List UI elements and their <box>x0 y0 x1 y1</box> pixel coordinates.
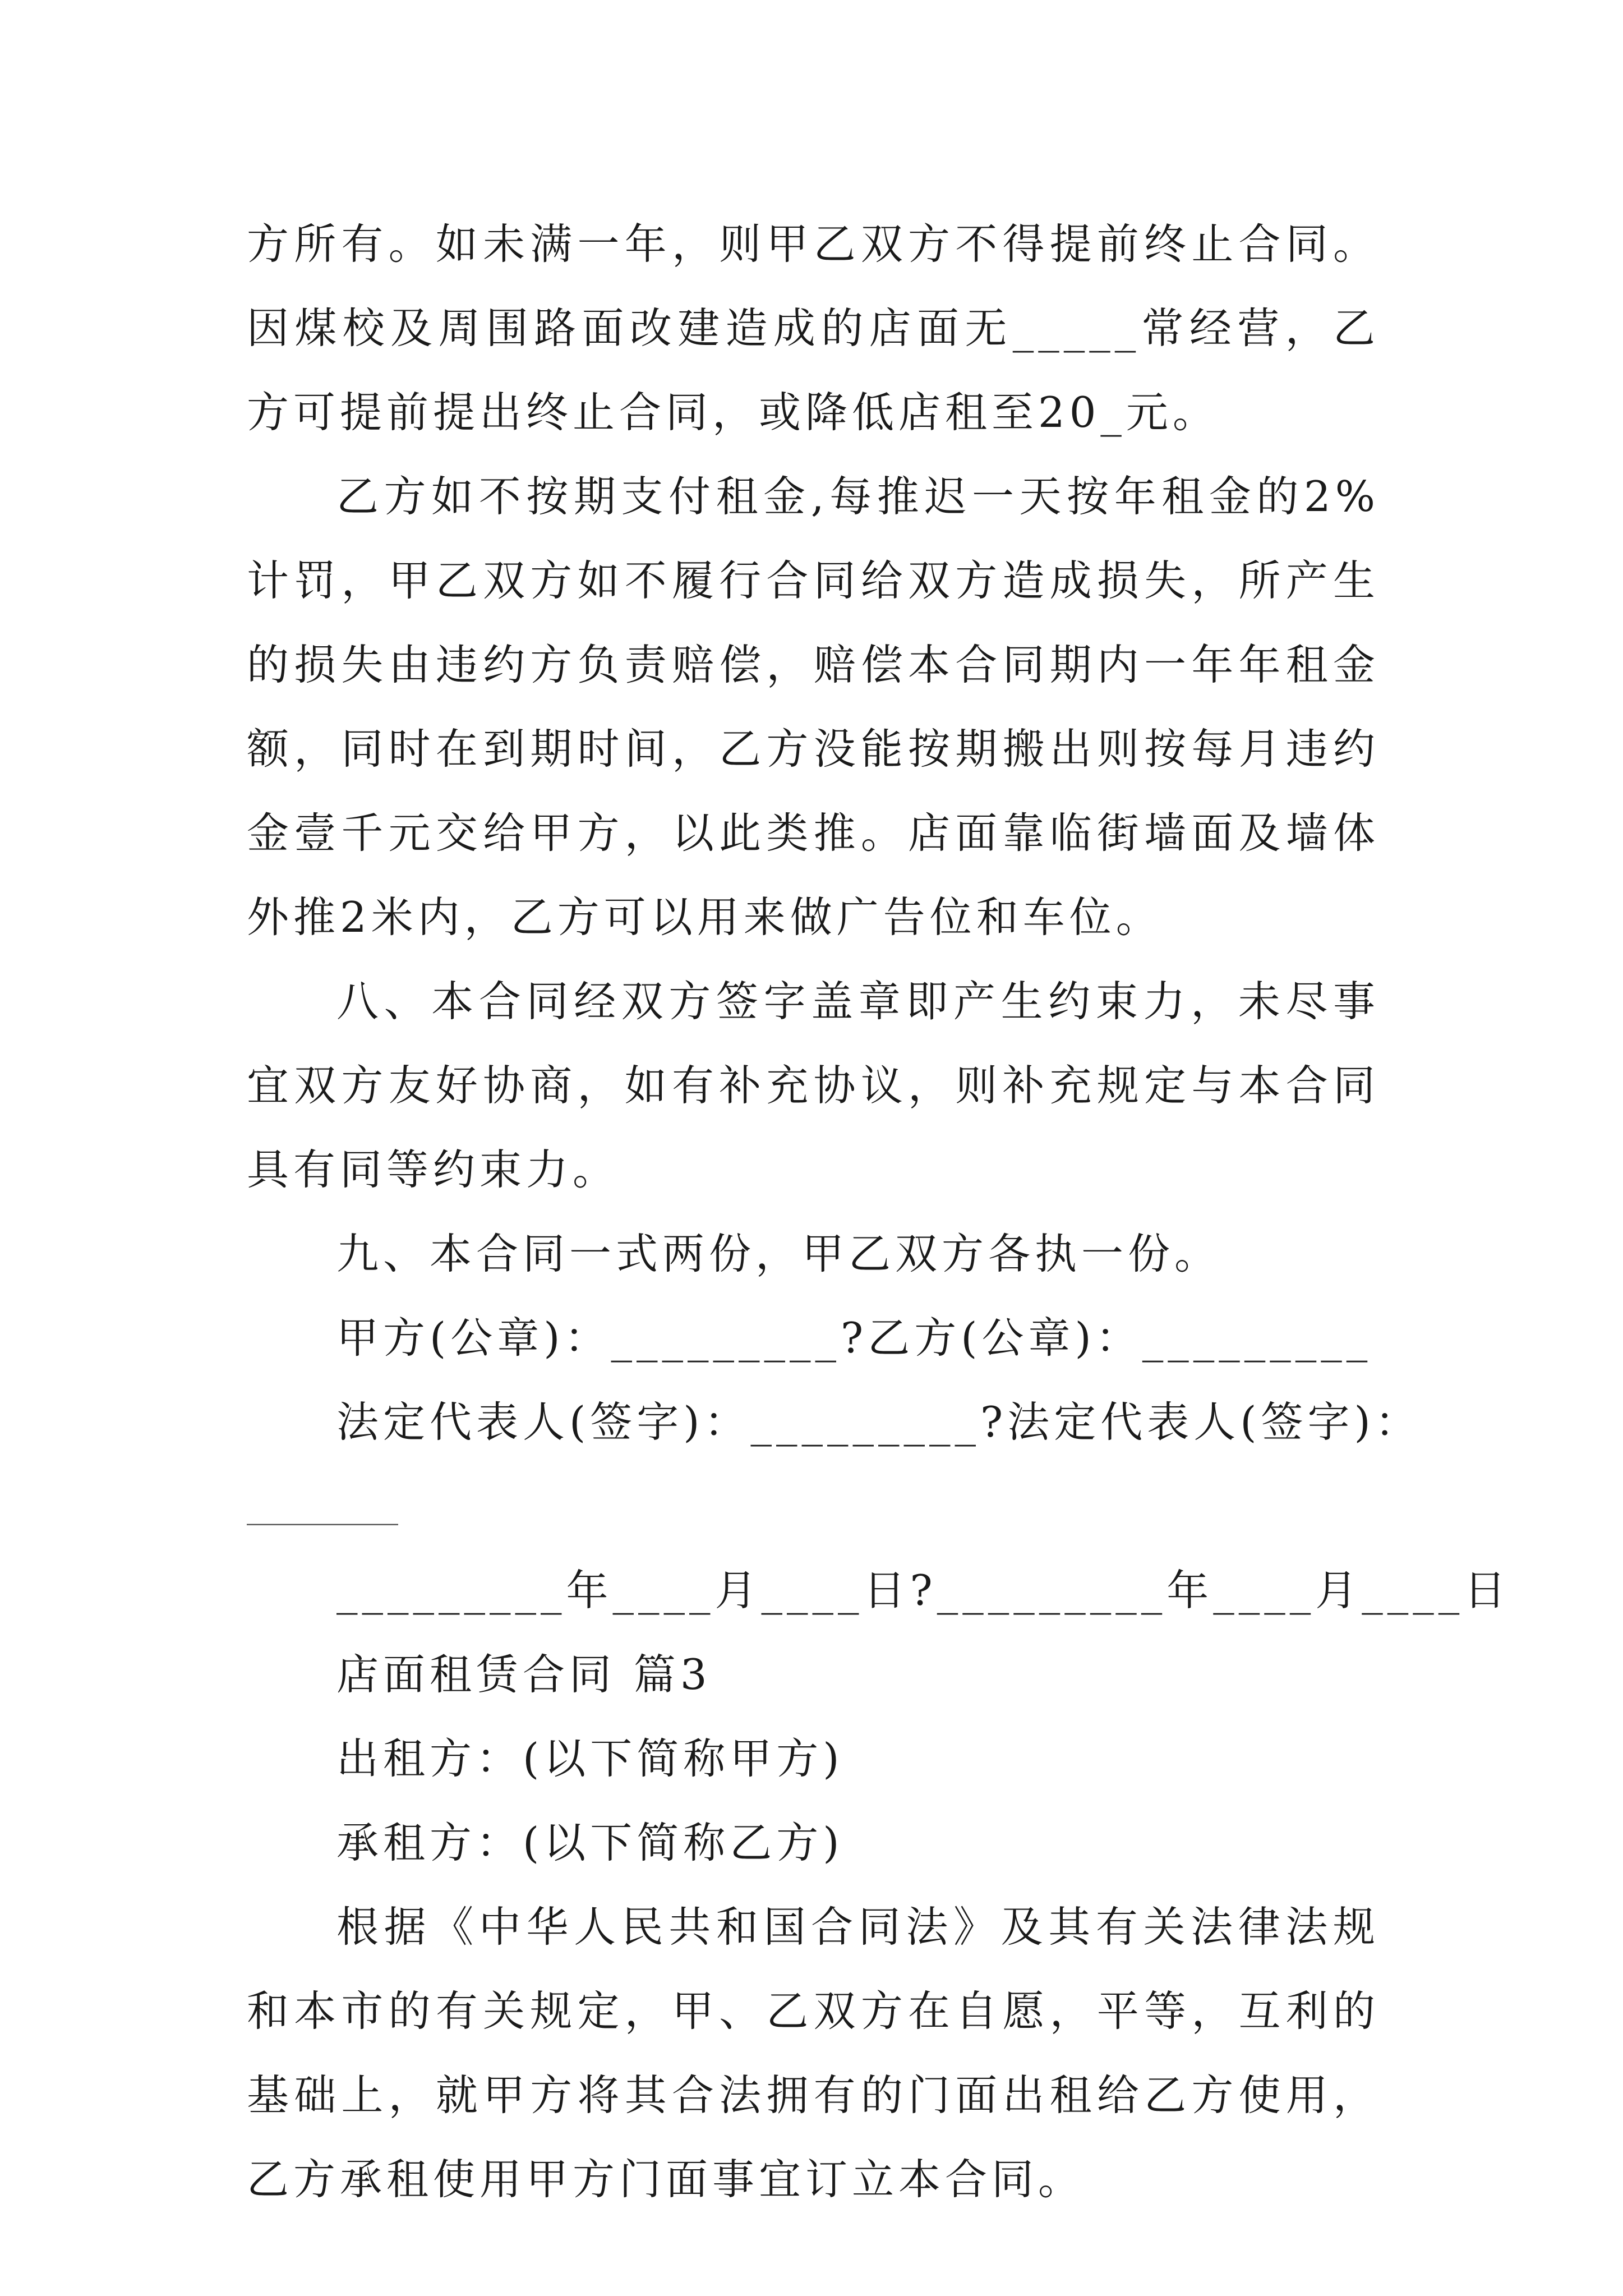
lessor-line: 出租方：(以下简称甲方) <box>336 1734 844 1783</box>
signature-representative-blank: _________ <box>247 1487 398 1526</box>
paragraph-clause-9: 九、本合同一式两份，甲乙双方各执一份。 <box>336 1229 1221 1278</box>
paragraph-penalty: 乙方如不按期支付租金,每推迟一天按年租金的2%计罚，甲乙双方如不履行合同给双方造成损失，所产生的损失由违约方负责赔偿，赔偿本合同期内一年年租金额，同时在到期时间，乙方没能按期搬出则按每月违约金壹千元交给甲方，以此类推。店面靠临街墙面及墙体外推2米内，乙方可以用来做广告位和车位。 <box>247 472 1380 942</box>
signature-seal-line: 甲方(公章)：_________?乙方(公章)：_________ <box>336 1313 1372 1363</box>
document-body <box>247 202 1511 2221</box>
signature-representative-line: 法定代表人(签字)：_________?法定代表人(签字)： <box>336 1397 1422 1447</box>
paragraph-termination: 方所有。如未满一年，则甲乙双方不得提前终止合同。因煤校及周围路面改建造成的店面无_____常经营，乙方可提前提出终止合同，或降低店租至20_元。 <box>247 219 1380 437</box>
lessee-line: 承租方：(以下简称乙方) <box>336 1818 844 1867</box>
paragraph-intro: 根据《中华人民共和国合同法》及其有关法律法规和本市的有关规定，甲、乙双方在自愿，平等，互利的基础上，就甲方将其合法拥有的门面出租给乙方使用，乙方承租使用甲方门面事宜订立本合同。 <box>247 1902 1380 2204</box>
section-heading: 店面租赁合同 篇3 <box>336 1650 712 1699</box>
paragraph-clause-8: 八、本合同经双方签字盖章即产生约束力，未尽事宜双方友好协商，如有补充协议，则补充规定与本合同具有同等约束力。 <box>247 977 1380 1194</box>
signature-date-line: _________年____月____日?_________年____月____日 <box>336 1566 1511 1615</box>
